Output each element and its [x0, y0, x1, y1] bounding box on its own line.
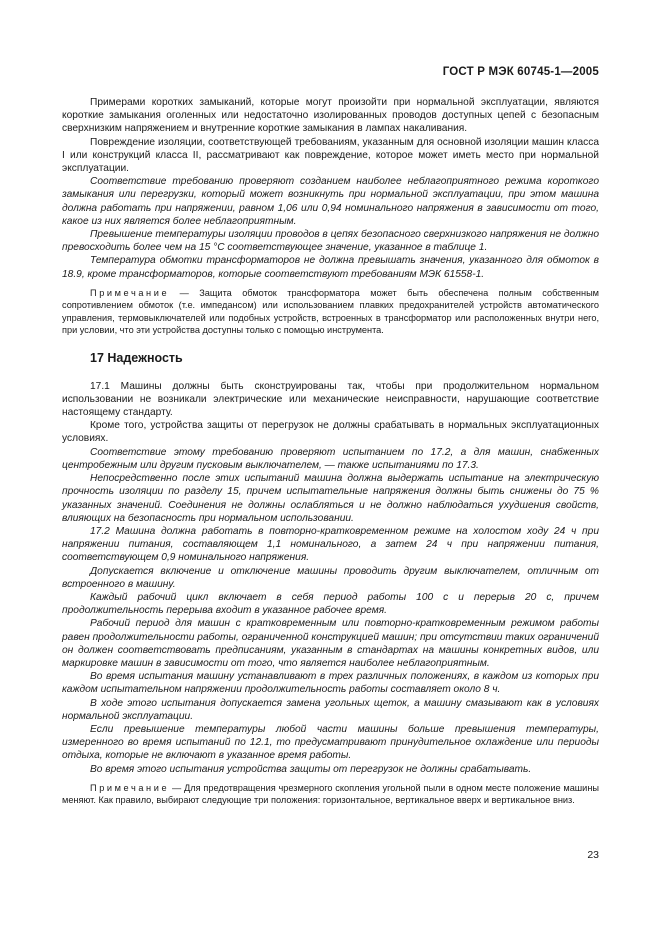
paragraph-17-1: 17.1 Машины должны быть сконструированы так, чтобы при продолжительном нормальном использовании не возникали электрические или механические неисправности, нарушающие соответствие настоящему стандарту.: [62, 380, 599, 419]
standard-header: ГОСТ Р МЭК 60745-1—2005: [442, 66, 599, 78]
paragraph-transformer-temperature: Температура обмотки трансформаторов не должна превышать значения, указанного для обмоток в 18.9, кроме трансформаторов, которые соответствуют требованиям МЭК 61558-1.: [62, 255, 599, 280]
note-text: — Защита обмоток трансформатора может быть обеспечена полным собственным сопротивлением обмоток (т.е. импедансом) или использованием плавких предохранителей устройств автоматического управления, термовыключателей или подобных устройств, встроенных в трансформатор или расположенных внутри него, при условии, что эти устройства доступны только с помощью инструмента.: [62, 287, 599, 336]
paragraph-protection-devices: Во время этого испытания устройства защиты от перегрузок не должны срабатывать.: [90, 763, 532, 775]
note-transformer-protection: [62, 287, 599, 337]
paragraph-work-cycle: Каждый рабочий цикл включает в себя период работы 100 с и перерыв 20 с, причем продолжительность перерыва входит в указанное рабочее время.: [62, 591, 599, 617]
note-carbon-dust: [62, 782, 599, 807]
paragraph-short-circuit-examples: Примерами коротких замыканий, которые могут произойти при нормальной эксплуатации, являются короткие замыкания оголенных или недостаточно изолированных проводов доступных цепей с безопасным сверхнизким напряжением и внутренние короткие замыкания в лампах накаливания.: [62, 97, 599, 135]
paragraph-brushes: В ходе этого испытания допускается замена угольных щеток, а машину смазывают как в условиях нормальной эксплуатации.: [62, 697, 599, 722]
paragraph-insulation-damage: Повреждение изоляции, соответствующей требованиям, указанным для основной изоляции машин класса I или конструкций класса II, рассматривают как повреждение, которое может иметь место при нормальной эксплуатации.: [62, 136, 599, 175]
note-label: Примечание: [90, 782, 170, 793]
paragraphs-top: [62, 96, 599, 281]
paragraph-positions: Во время испытания машину устанавливают в трех различных положениях, в каждом из которых при каждом испытательном напряжении продолжительность работы составляет около 8 ч.: [62, 671, 599, 696]
paragraph-compliance-test: Соответствие этому требованию проверяют испытанием по 17.2, а для машин, снабженных центробежным или другим пусковым выключателем, — также испытаниями по 17.3.: [62, 446, 599, 471]
note-text: — Для предотвращения чрезмерного скопления угольной пыли в одном месте положение машины меняют. Как правило, выбирают следующие три положения: горизонтальное, вертикальное вверх и вертикальное вниз.: [62, 782, 599, 806]
paragraph-electric-strength: Непосредственно после этих испытаний машина должна выдержать испытание на электрическую прочность изоляции по разделу 15, причем испытательные напряжения должны быть снижены до 75 % указанных значений. Соединения не должны ослабляться и не должно наблюдаться ухудшения свойств, влияющих на безопасность при нормальном использовании.: [62, 473, 599, 524]
page-number: 23: [587, 849, 599, 861]
paragraph-compliance-check: Соответствие требованию проверяют созданием наиболее неблагоприятного режима короткого замыкания или перегрузки, который может возникнуть при нормальной эксплуатации, при этом машина должна работать при напряжении, равном 1,06 или 0,94 номинального напряжения в зависимости от того, какое из них является более неблагоприятным.: [62, 176, 599, 227]
page-content: [62, 96, 599, 807]
paragraph-17-2: 17.2 Машина должна работать в повторно-кратковременном режиме на холостом ходу 24 ч при напряжении питания, составляющем 1,1 номинального, а затем 24 ч при напряжении питания, соответствующем 0,9 номинального напряжения.: [62, 525, 599, 564]
paragraph-work-period: Рабочий период для машин с кратковременным или повторно-кратковременным режимом работы равен продолжительности работы, ограниченной конструкцией машин; при отсутствии таких ограничений он должен соответствовать предписаниям, указанным в стандартах на машины конкретных видов, или маркировке машин в зависимости от того, что является наиболее неблагоприятным.: [62, 618, 599, 669]
note-label: Примечание: [90, 287, 170, 298]
section-heading: 17 Надежность: [90, 351, 183, 366]
paragraph-cooling: Если превышение температуры любой части машины больше превышения температуры, измеренного во время испытаний по 12.1, то предусматривают принудительное охлаждение или периоды отдыха, которые не включают в указанное время работы.: [62, 723, 599, 762]
paragraph-switching: Допускается включение и отключение машины проводить другим выключателем, отличным от встроенного в машину.: [62, 565, 599, 590]
paragraph-overload-devices: Кроме того, устройства защиты от перегрузок не должны срабатывать в нормальных эксплуатационных условиях.: [62, 420, 599, 445]
paragraph-temperature-rise: Превышение температуры изоляции проводов в цепях безопасного сверхнизкого напряжения не должно превосходить более чем на 15 °С соответствующее значение, указанное в таблице 1.: [62, 229, 599, 254]
paragraphs-section: [62, 380, 599, 776]
